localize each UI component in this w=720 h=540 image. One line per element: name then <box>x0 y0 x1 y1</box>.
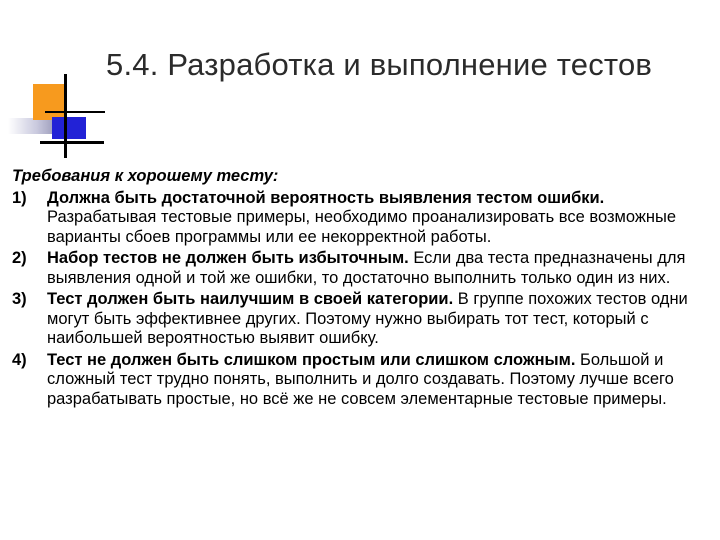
decor-shadow-bar <box>8 118 56 134</box>
requirement-heading: Набор тестов не должен быть избыточным. <box>47 249 414 267</box>
requirement-text: В группе похожих тестов одни могут быть эффективнее других. Поэтому нужно выбирать тот тест, который с наибольшей вероятностью выявит ошибку. <box>47 290 688 347</box>
decor-horizontal-line-top <box>45 111 105 113</box>
requirement-heading: Должна быть достаточной вероятность выявления тестом ошибки. <box>47 188 605 207</box>
requirement-text: Разрабатывая тестовые примеры, необходимо проанализировать все возможные варианты сбоев программы или ее некорректной работы. <box>47 208 677 246</box>
requirement-text: Большой и сложный тест трудно понять, выполнить и долго создавать. Поэтому лучше всего разрабатывать простые, но всё же не совсем элементарные тестовые примеры. <box>47 350 674 408</box>
slide-body <box>12 167 712 411</box>
requirement-number: 3) <box>12 290 27 308</box>
requirement-text: Если два теста предназначены для выявления одной и той же ошибки, то достаточно выполнить только один из них. <box>47 249 686 287</box>
requirement-item-1 <box>12 189 712 248</box>
requirement-number: 1) <box>12 188 27 207</box>
decor-horizontal-line-bottom <box>40 141 104 144</box>
requirement-item-3 <box>12 290 712 349</box>
requirement-heading: Тест должен быть наилучшим в своей категории. <box>47 290 458 308</box>
requirement-item-2 <box>12 249 712 288</box>
requirement-number: 2) <box>12 249 27 267</box>
decor-vertical-line <box>64 74 67 158</box>
slide-title: 5.4. Разработка и выполнение тестов <box>106 47 653 82</box>
requirement-item-4 <box>12 351 712 410</box>
decor-orange-square <box>33 84 67 120</box>
decor-blue-square <box>52 117 86 139</box>
requirement-number: 4) <box>12 350 27 369</box>
requirement-heading: Тест не должен быть слишком простым или слишком сложным. <box>47 350 581 369</box>
requirements-intro: Требования к хорошему тесту: <box>12 167 279 185</box>
decorative-logo-graphic <box>0 0 110 160</box>
